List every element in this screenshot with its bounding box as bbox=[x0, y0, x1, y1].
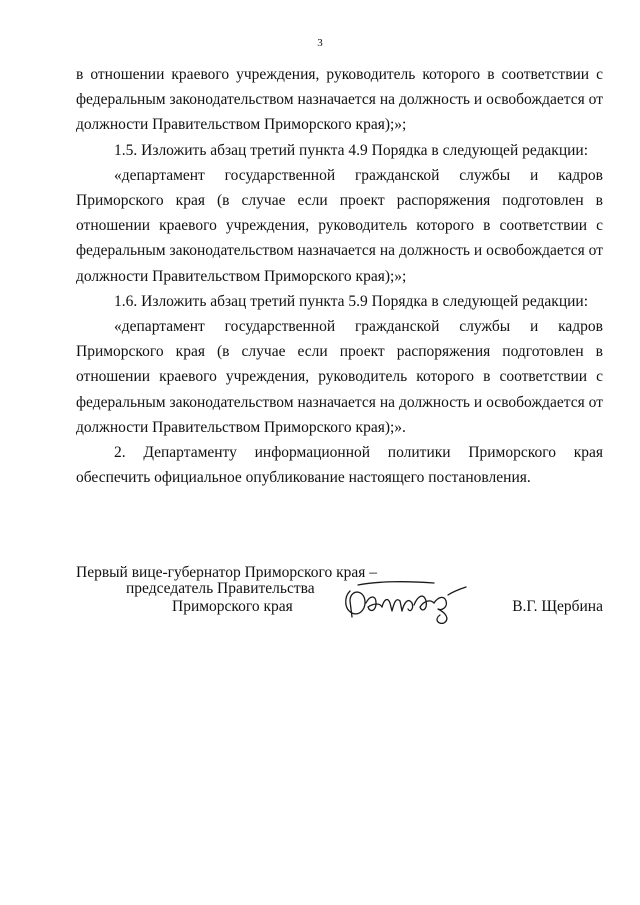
paragraph-quote-4-9: «департамент государственной гражданской службы и кадров Приморского края (в случае если проект распоряжения подготовлен в отношении краевого учреждения, руководитель которого в соответствии с федеральным законодательством назначается на должность и освобождается от должности Правительством Приморского края);»; bbox=[76, 166, 603, 285]
paragraph-quote-5-9: «департамент государственной гражданской службы и кадров Приморского края (в случае если проект распоряжения подготовлен в отношении краевого учреждения, руководитель которого в соответствии с федеральным законодательством назначается на должность и освобождается от должности Правительством Приморского края);». bbox=[76, 318, 603, 436]
signatory-name: В.Г. Щербина bbox=[512, 598, 603, 615]
handwritten-signature bbox=[338, 573, 488, 627]
paragraph-item-1-6: 1.6. Изложить абзац третий пункта 5.9 Порядка в следующей редакции: bbox=[114, 292, 589, 310]
document-body bbox=[76, 62, 603, 490]
signatory-title-line1: Первый вице-губернатор Приморского края – bbox=[76, 564, 378, 581]
signature-block bbox=[76, 563, 603, 623]
paragraph-continuation: в отношении краевого учреждения, руководитель которого в соответствии с федеральным законодательством назначается на должность и освобождается от должности Правительством Приморского края);»; bbox=[76, 66, 603, 134]
paragraph-item-2: 2. Департаменту информационной политики Приморского края обеспечить официальное опубликование настоящего постановления. bbox=[76, 444, 603, 487]
paragraph-item-1-5: 1.5. Изложить абзац третий пункта 4.9 Порядка в следующей редакции: bbox=[114, 141, 589, 159]
page-number: 3 bbox=[317, 37, 323, 49]
signatory-title-line2: председатель Правительства bbox=[126, 580, 315, 597]
signatory-title-line3: Приморского края bbox=[172, 598, 293, 615]
